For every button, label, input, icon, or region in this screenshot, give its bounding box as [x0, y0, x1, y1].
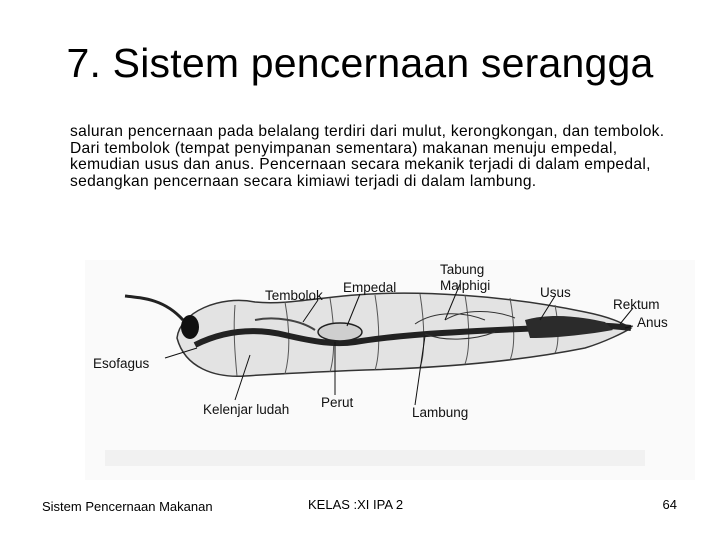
eye [181, 315, 199, 339]
label-malphigi: Malphigi [440, 278, 491, 293]
label-esofagus: Esofagus [93, 356, 150, 371]
label-kelenjar-ludah: Kelenjar ludah [203, 402, 290, 417]
grasshopper-diagram [85, 250, 695, 480]
label-rektum: Rektum [613, 297, 660, 312]
label-perut: Perut [321, 395, 354, 410]
body-paragraph: saluran pencernaan pada belalang terdiri dari mulut, kerongkongan, dan tembolok. Dari tembolok (tempat penyimpanan sementara) makanan menuju empedal, kemudian usus dan anus. Pencernaan secara mekanik terjadi di dalam empedal, sedangkan pencernaan secara kimiawi terjadi di dalam lambung. [70, 123, 665, 190]
label-tabung: Tabung [440, 262, 485, 277]
label-empedal: Empedal [343, 280, 397, 295]
label-tembolok: Tembolok [265, 288, 323, 303]
label-lambung: Lambung [412, 405, 469, 420]
digestive-system-illustration [85, 250, 695, 480]
footer-class: KELAS :XI IPA 2 [308, 497, 404, 512]
gizzard [318, 323, 362, 341]
page-number: 64 [662, 497, 677, 512]
scan-shadow [105, 450, 645, 466]
label-anus: Anus [637, 315, 668, 330]
footer-course-name: Sistem Pencernaan Makanan [42, 499, 213, 514]
label-usus: Usus [540, 285, 571, 300]
slide-title: 7. Sistem pencernaan serangga [66, 40, 654, 86]
